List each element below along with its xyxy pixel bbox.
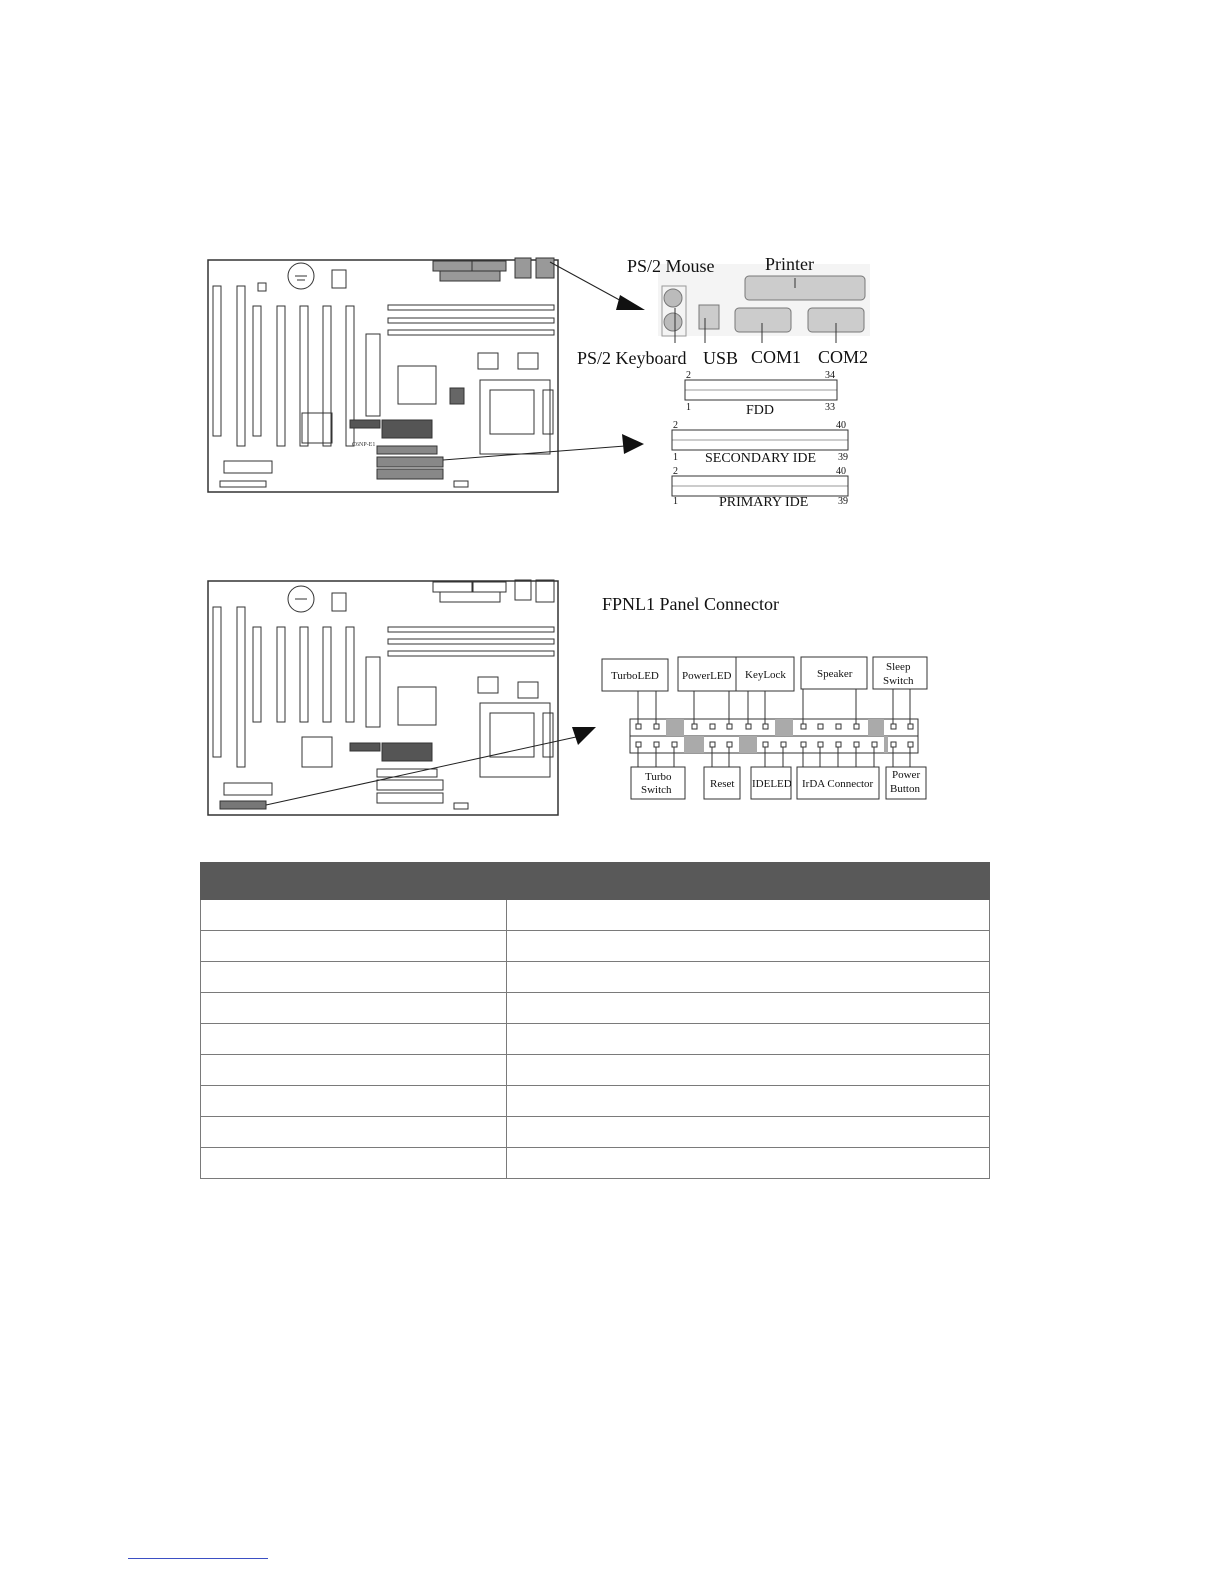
usb-label: USB [703,348,739,368]
speaker-label: Speaker [817,668,853,680]
com1-label: COM1 [751,347,802,367]
reset-label: Reset [710,778,735,790]
table-cell [201,931,507,962]
svg-text:40: 40 [836,420,846,431]
secondary-ide-connector [672,420,848,466]
primary-ide-label: PRIMARY IDE [719,495,809,510]
table-cell [201,1086,507,1117]
table-row [201,1148,990,1179]
table-header-row [201,863,990,900]
table-cell [507,1024,990,1055]
table-cell [201,1024,507,1055]
table-row [201,1024,990,1055]
sleep-switch-label-2: Switch [883,675,914,687]
table-row [201,1055,990,1086]
board-label: C6NP-E1 [352,442,376,448]
svg-text:39: 39 [838,452,848,463]
table-cell [507,993,990,1024]
turbo-switch-label-1: Turbo [645,771,672,783]
power-button-label-2: Button [890,783,920,795]
primary-ide-connector [672,466,848,510]
svg-text:40: 40 [836,466,846,477]
power-led-label: PowerLED [682,670,732,682]
table-row [201,993,990,1024]
table-header-cell [201,863,507,900]
svg-text:2: 2 [673,420,678,431]
board-ide-1 [377,446,437,454]
turbo-switch-label-2: Switch [641,784,672,796]
fdd-label: FDD [746,403,775,418]
panel-title: FPNL1 Panel Connector [602,594,779,614]
board-ide-2 [377,457,443,467]
table-cell [507,900,990,931]
fdd-connector [685,370,837,418]
table-cell [507,962,990,993]
table-row [201,1117,990,1148]
panel-connector-diagram [200,575,940,835]
pin-table [200,862,990,1179]
table-row [201,900,990,931]
svg-text:2: 2 [673,466,678,477]
motherboard-io-diagram [200,248,940,518]
table-cell [201,1055,507,1086]
ps2-mouse-label: PS/2 Mouse [627,256,715,276]
table-cell [201,1117,507,1148]
power-button-label-1: Power [892,769,921,781]
svg-text:2: 2 [686,370,691,381]
table-cell [507,1055,990,1086]
board-fpnl1-header [220,801,266,809]
keylock-label: KeyLock [745,669,786,681]
ide-led-label: IDELED [752,778,792,790]
table-cell [201,962,507,993]
footnote-rule [128,1558,268,1559]
irda-label: IrDA Connector [802,778,874,790]
table-body [201,900,990,1179]
svg-text:34: 34 [825,370,835,381]
turbo-led-label: TurboLED [611,670,659,682]
table-cell [201,993,507,1024]
table-cell [201,1148,507,1179]
table-cell [201,900,507,931]
svg-text:39: 39 [838,496,848,507]
ps2-keyboard-label: PS/2 Keyboard [577,348,687,368]
table-cell [507,1148,990,1179]
svg-text:1: 1 [673,496,678,507]
table-cell [507,931,990,962]
table-row [201,962,990,993]
com2-label: COM2 [818,347,869,367]
svg-text:33: 33 [825,402,835,413]
table-row [201,931,990,962]
board-ide-3 [377,469,443,479]
table-header-cell [507,863,990,900]
svg-text:1: 1 [673,452,678,463]
table-row [201,1086,990,1117]
table-cell [507,1117,990,1148]
svg-text:1: 1 [686,402,691,413]
printer-label: Printer [765,254,814,274]
table-cell [507,1086,990,1117]
secondary-ide-label: SECONDARY IDE [705,451,817,466]
sleep-switch-label-1: Sleep [886,661,911,673]
